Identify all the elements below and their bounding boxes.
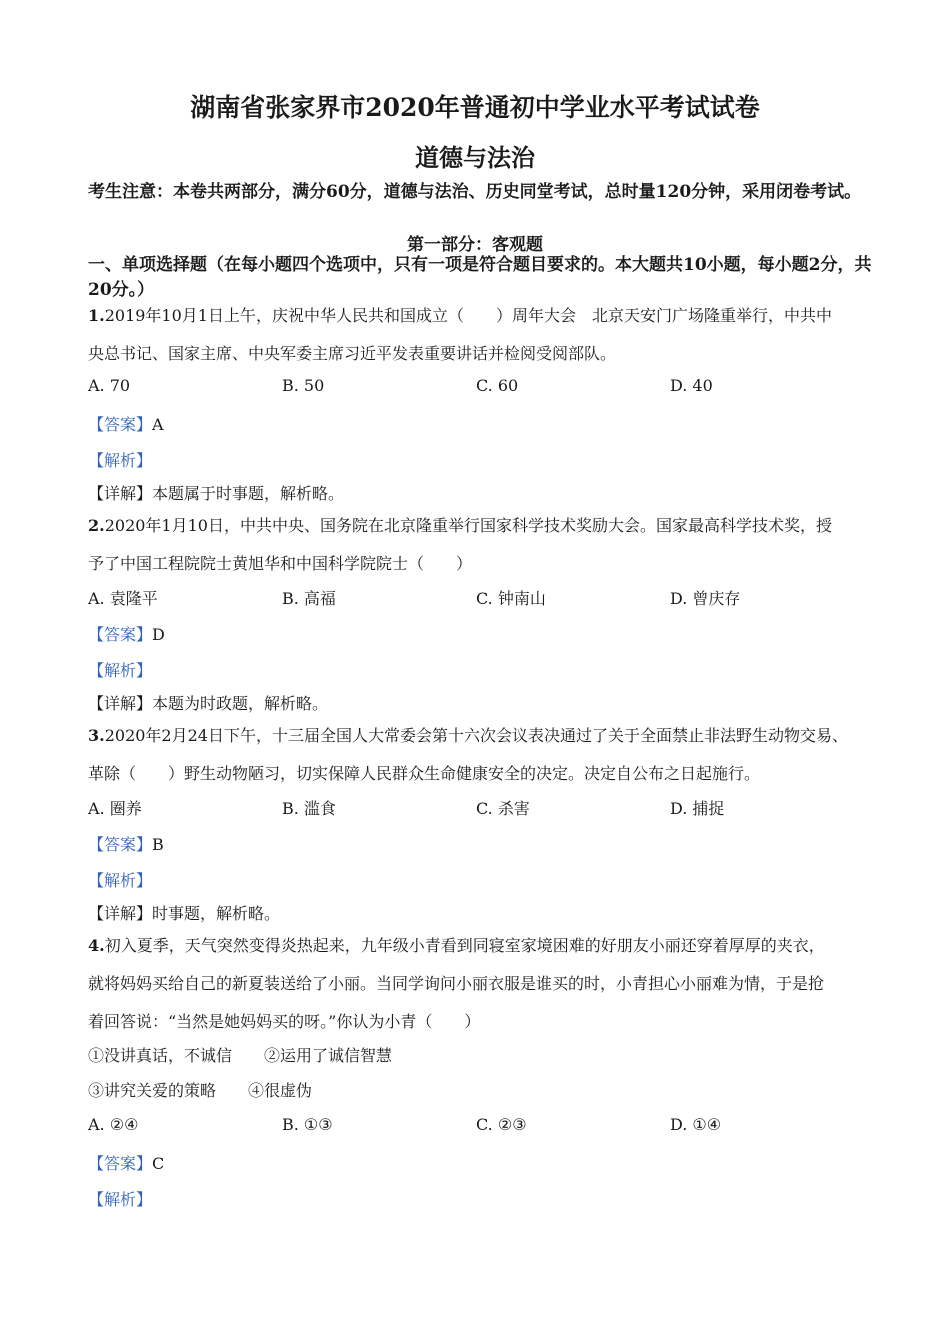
question-1-line-1: 1.2019年10月1日上午，庆祝中华人民共和国成立（ ）周年大会 北京天安门广场隆重举行，中共中 xyxy=(88,306,832,325)
question-2-option-b: B. 高福 xyxy=(282,589,336,608)
question-3-option-a: A. 圈养 xyxy=(88,799,142,818)
question-1-analysis-label: 【解析】 xyxy=(88,451,153,470)
question-4-option-a: A. ②④ xyxy=(88,1115,139,1134)
question-4-option-b: B. ①③ xyxy=(282,1115,333,1134)
question-1-detail: 【详解】本题属于时事题，解析略。 xyxy=(88,484,345,503)
question-2-option-d: D. 曾庆存 xyxy=(670,589,741,608)
question-1-answer: 【答案】A xyxy=(88,415,164,434)
question-3-analysis-label: 【解析】 xyxy=(88,871,153,890)
question-2-option-c: C. 钟南山 xyxy=(476,589,546,608)
subject-title: 道德与法治 xyxy=(415,143,535,172)
question-2-line-1: 2.2020年1月10日，中共中央、国务院在北京隆重举行国家科学技术奖励大会。国家最高科学技术奖，授 xyxy=(88,516,832,535)
question-4-option-d: D. ①④ xyxy=(670,1115,722,1134)
question-3-line-1: 3.2020年2月24日下午，十三届全国人大常委会第十六次会议表决通过了关于全面禁止非法野生动物交易、 xyxy=(88,726,848,745)
question-4-statements-1: ①没讲真话，不诚信 ②运用了诚信智慧 xyxy=(88,1046,393,1065)
question-3-line-2: 革除（ ）野生动物陋习，切实保障人民群众生命健康安全的决定。决定自公布之日起施行。 xyxy=(88,764,761,783)
part-title: 第一部分：客观题 xyxy=(407,235,543,255)
question-1-option-a: A. 70 xyxy=(88,376,131,395)
question-3-answer: 【答案】B xyxy=(88,835,164,854)
question-2-option-a: A. 袁隆平 xyxy=(88,589,158,608)
question-1-line-2: 央总书记、国家主席、中央军委主席习近平发表重要讲话并检阅受阅部队。 xyxy=(88,344,617,363)
question-1-option-d: D. 40 xyxy=(670,376,713,395)
question-3-option-d: D. 捕捉 xyxy=(670,799,725,818)
section-title: 一、单项选择题（在每小题四个选项中，只有一项是符合题目要求的。本大题共10小题，每小题2分，共20分。） xyxy=(88,255,872,300)
question-4-analysis-label: 【解析】 xyxy=(88,1190,153,1209)
question-3-option-c: C. 杀害 xyxy=(476,799,530,818)
question-1-option-c: C. 60 xyxy=(476,376,519,395)
question-2-detail: 【详解】本题为时政题，解析略。 xyxy=(88,694,329,713)
question-4-answer: 【答案】C xyxy=(88,1154,165,1173)
question-3-detail: 【详解】时事题，解析略。 xyxy=(88,904,281,923)
question-4-line-2: 就将妈妈买给自己的新夏装送给了小丽。当同学询问小丽衣服是谁买的时，小青担心小丽难为情，于是抢 xyxy=(88,974,825,993)
question-2-analysis-label: 【解析】 xyxy=(88,661,153,680)
question-3-option-b: B. 滥食 xyxy=(282,799,336,818)
question-4-option-c: C. ②③ xyxy=(476,1115,527,1134)
question-2-line-2: 予了中国工程院院士黄旭华和中国科学院院士（ ） xyxy=(88,554,473,573)
exam-notice: 考生注意：本卷共两部分，满分60分，道德与法治、历史同堂考试，总时量120分钟，采用闭卷考试。 xyxy=(88,182,862,202)
question-1-option-b: B. 50 xyxy=(282,376,325,395)
question-4-line-3: 着回答说：“当然是她妈妈买的呀。”你认为小青（ ） xyxy=(88,1012,481,1031)
exam-title: 湖南省张家界市2020年普通初中学业水平考试试卷 xyxy=(190,93,760,122)
question-4-line-1: 4.初入夏季，天气突然变得炎热起来，九年级小青看到同寝室家境困难的好朋友小丽还穿着厚厚的夹衣， xyxy=(88,936,825,955)
question-4-statements-2: ③讲究关爱的策略 ④很虚伪 xyxy=(88,1081,313,1100)
question-2-answer: 【答案】D xyxy=(88,625,165,644)
